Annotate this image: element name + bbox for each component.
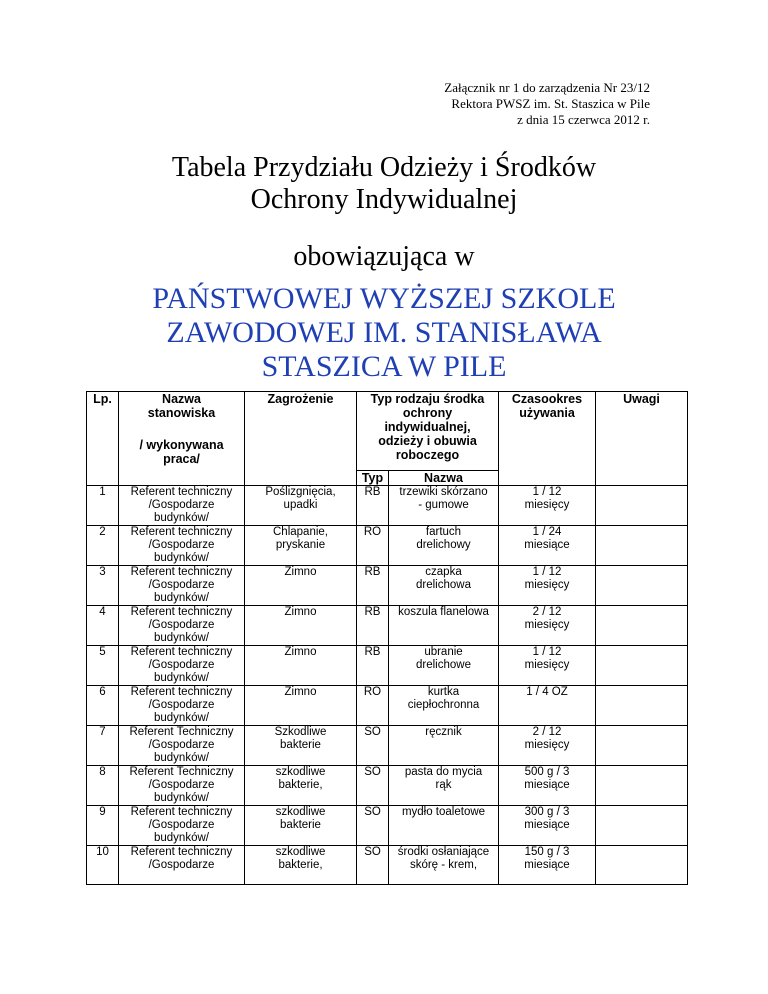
header-typ: Typ: [357, 471, 389, 486]
cell-czasookres: 2 / 12 miesięcy: [499, 606, 596, 646]
header-nazwa: Nazwa: [389, 471, 499, 486]
cell-typ: SO: [357, 726, 389, 766]
cell-nazwa: trzewiki skórzano - gumowe: [389, 486, 499, 526]
cell-nazwa: kurtka ciepłochronna: [389, 686, 499, 726]
cell-typ: SO: [357, 846, 389, 885]
cell-zagrozenie: szkodliwe bakterie,: [245, 766, 357, 806]
cell-czasookres: 2 / 12 miesięcy: [499, 726, 596, 766]
cell-czasookres: 1 / 12 miesięcy: [499, 486, 596, 526]
cell-nazwa: środki osłaniające skórę - krem,: [389, 846, 499, 885]
cell-lp: 3: [87, 566, 119, 606]
cell-stanowisko: Referent techniczny /Gospodarze budynków/: [119, 486, 245, 526]
document-title: [0, 152, 768, 216]
cell-stanowisko: Referent techniczny /Gospodarze budynków/: [119, 646, 245, 686]
cell-uwagi: [596, 646, 688, 686]
institution-line-2: ZAWODOWEJ IM. STANISŁAWA: [166, 316, 602, 349]
table-row: [87, 766, 688, 806]
cell-nazwa: fartuch drelichowy: [389, 526, 499, 566]
cell-czasookres: 1 / 24 miesiące: [499, 526, 596, 566]
cell-lp: 5: [87, 646, 119, 686]
cell-stanowisko: Referent techniczny /Gospodarze: [119, 846, 245, 885]
document-title-line-1: Tabela Przydziału Odzieży i Środków: [171, 152, 597, 183]
cell-typ: SO: [357, 806, 389, 846]
cell-typ: RO: [357, 526, 389, 566]
cell-zagrozenie: szkodliwe bakterie,: [245, 846, 357, 885]
cell-lp: 8: [87, 766, 119, 806]
header-note-line-3: z dnia 15 czerwca 2012 r.: [517, 112, 650, 127]
cell-czasookres: 1 / 12 miesięcy: [499, 646, 596, 686]
table-row: [87, 686, 688, 726]
cell-nazwa: pasta do mycia rąk: [389, 766, 499, 806]
cell-lp: 10: [87, 846, 119, 885]
cell-lp: 4: [87, 606, 119, 646]
cell-nazwa: ręcznik: [389, 726, 499, 766]
table-row: [87, 646, 688, 686]
header-typ-rodzaju: Typ rodzaju środka ochrony indywidualnej, odzieży i obuwia roboczego: [357, 392, 499, 471]
cell-nazwa: koszula flanelowa: [389, 606, 499, 646]
header-lp: Lp.: [87, 392, 119, 486]
cell-zagrozenie: Poślizgnięcia, upadki: [245, 486, 357, 526]
document-subtitle: obowiązująca w: [293, 241, 475, 272]
cell-uwagi: [596, 526, 688, 566]
cell-zagrozenie: Zimno: [245, 566, 357, 606]
cell-typ: SO: [357, 766, 389, 806]
cell-uwagi: [596, 806, 688, 846]
table-row: [87, 806, 688, 846]
cell-nazwa: ubranie drelichowe: [389, 646, 499, 686]
cell-zagrozenie: Chlapanie, pryskanie: [245, 526, 357, 566]
table-row: [87, 726, 688, 766]
institution-name: [0, 282, 768, 384]
table-row: [87, 606, 688, 646]
cell-lp: 9: [87, 806, 119, 846]
cell-czasookres: 1 / 12 miesięcy: [499, 566, 596, 606]
cell-uwagi: [596, 566, 688, 606]
cell-uwagi: [596, 606, 688, 646]
institution-line-1: PAŃSTWOWEJ WYŻSZEJ SZKOLE: [152, 282, 616, 315]
table-row: [87, 846, 688, 885]
cell-stanowisko: Referent Techniczny /Gospodarze budynków/: [119, 766, 245, 806]
cell-uwagi: [596, 686, 688, 726]
cell-uwagi: [596, 726, 688, 766]
table-row: [87, 486, 688, 526]
cell-uwagi: [596, 486, 688, 526]
document-title-line-2: Ochrony Indywidualnej: [250, 184, 518, 215]
cell-stanowisko: Referent techniczny /Gospodarze budynków/: [119, 686, 245, 726]
cell-typ: RB: [357, 486, 389, 526]
cell-typ: RB: [357, 646, 389, 686]
table-row: [87, 526, 688, 566]
cell-stanowisko: Referent techniczny /Gospodarze budynków/: [119, 566, 245, 606]
cell-uwagi: [596, 846, 688, 885]
header-note-line-2: Rektora PWSZ im. St. Staszica w Pile: [451, 96, 650, 111]
header-uwagi: Uwagi: [596, 392, 688, 486]
institution-line-3: STASZICA W PILE: [261, 350, 507, 383]
cell-typ: RB: [357, 566, 389, 606]
cell-czasookres: 300 g / 3 miesiące: [499, 806, 596, 846]
cell-lp: 6: [87, 686, 119, 726]
cell-uwagi: [596, 766, 688, 806]
header-czasookres: Czasookres używania: [499, 392, 596, 486]
cell-stanowisko: Referent techniczny /Gospodarze budynków/: [119, 606, 245, 646]
cell-stanowisko: Referent techniczny /Gospodarze budynków/: [119, 806, 245, 846]
cell-zagrozenie: Zimno: [245, 686, 357, 726]
cell-nazwa: czapka drelichowa: [389, 566, 499, 606]
cell-typ: RB: [357, 606, 389, 646]
header-zagrozenie: Zagrożenie: [245, 392, 357, 486]
cell-czasookres: 500 g / 3 miesiące: [499, 766, 596, 806]
cell-nazwa: mydło toaletowe: [389, 806, 499, 846]
cell-lp: 2: [87, 526, 119, 566]
cell-czasookres: 150 g / 3 miesiące: [499, 846, 596, 885]
cell-stanowisko: Referent techniczny /Gospodarze budynków/: [119, 526, 245, 566]
cell-zagrozenie: Szkodliwe bakterie: [245, 726, 357, 766]
cell-stanowisko: Referent Techniczny /Gospodarze budynków/: [119, 726, 245, 766]
header-note: [444, 80, 650, 128]
cell-zagrozenie: szkodliwe bakterie: [245, 806, 357, 846]
cell-lp: 7: [87, 726, 119, 766]
table-header-row: [87, 392, 688, 471]
cell-zagrozenie: Zimno: [245, 606, 357, 646]
table-row: [87, 566, 688, 606]
cell-lp: 1: [87, 486, 119, 526]
protection-table: [86, 391, 688, 885]
header-stanowisko: Nazwa stanowiska / wykonywana praca/: [119, 392, 245, 486]
cell-czasookres: 1 / 4 OZ: [499, 686, 596, 726]
cell-typ: RO: [357, 686, 389, 726]
header-note-line-1: Załącznik nr 1 do zarządzenia Nr 23/12: [444, 80, 650, 95]
cell-zagrozenie: Zimno: [245, 646, 357, 686]
